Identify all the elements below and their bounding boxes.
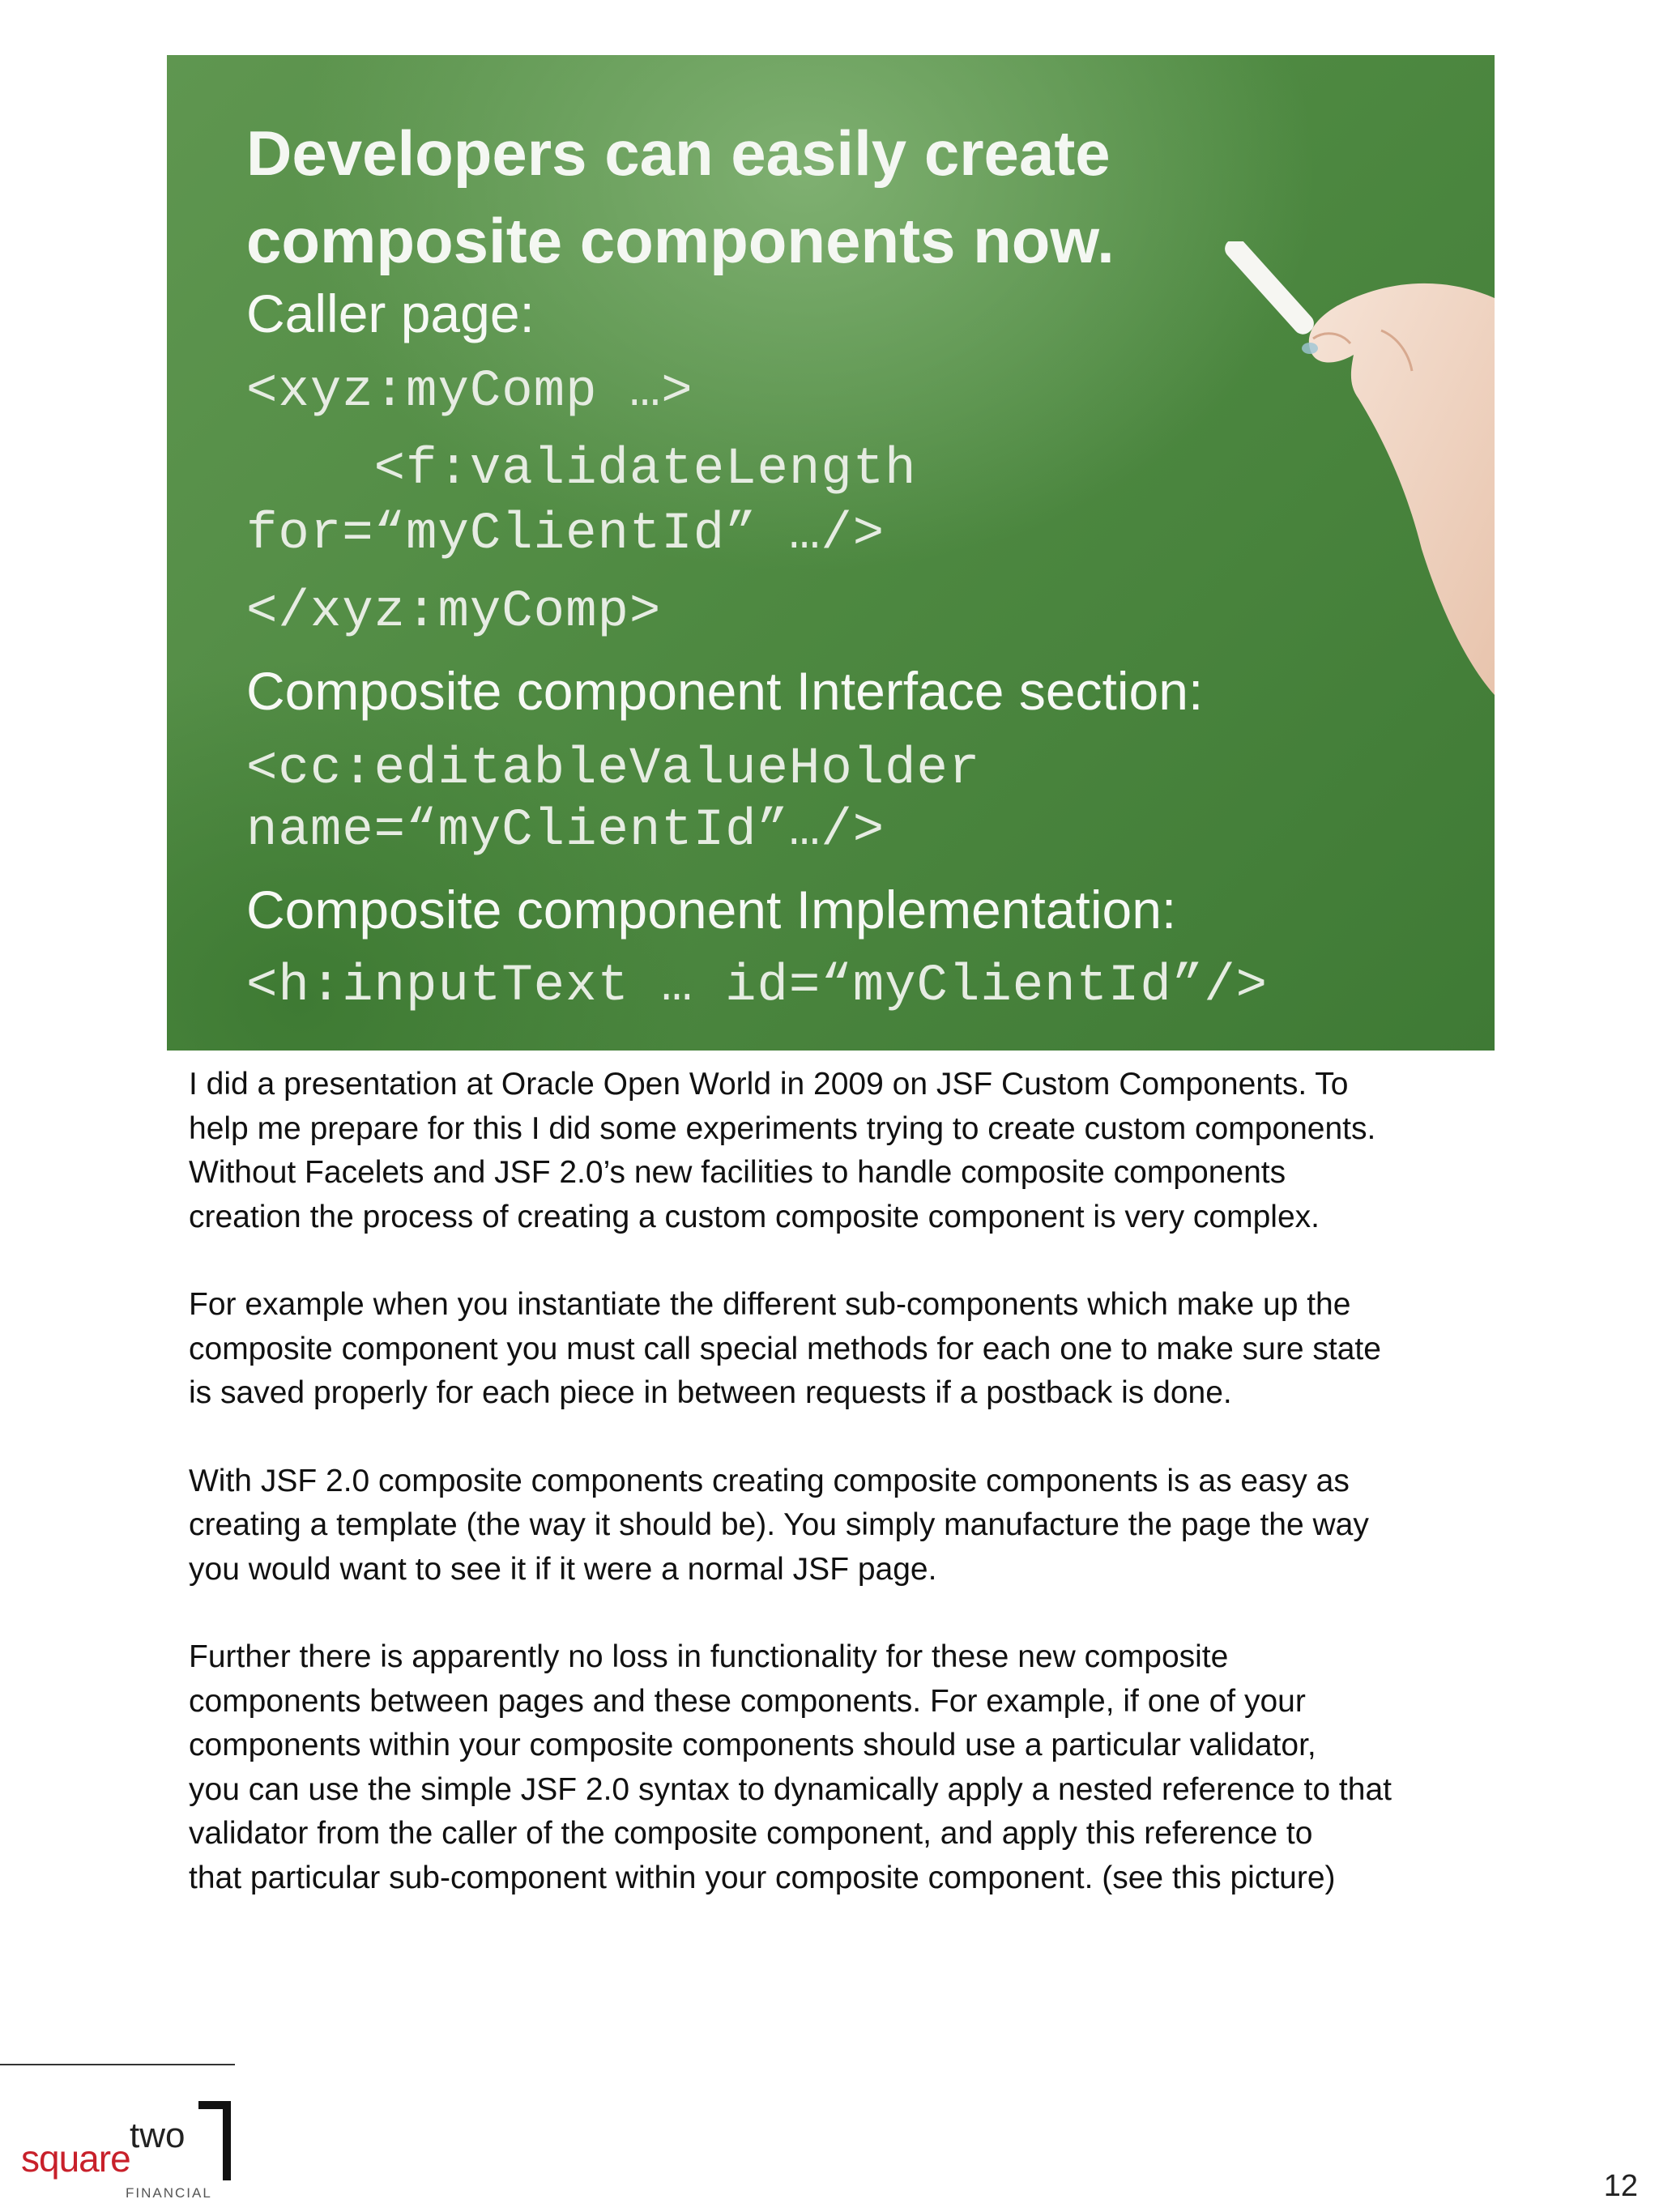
caller-page-label: Caller page: xyxy=(246,283,535,343)
interface-section-label: Composite component Interface section: xyxy=(246,661,1204,721)
caller-code-line-4: </xyz:myComp> xyxy=(246,583,662,641)
interface-code-line-2: name=“myClientId”…/> xyxy=(246,802,885,860)
notes-paragraph-2: For example when you instantiate the different sub-components which make up the composite component you must call special methods for each one to make sure state is saved properly for each piece in between requests if a postback is done. xyxy=(189,1287,1381,1410)
caller-code-line-2: <f:validateLength xyxy=(246,441,917,499)
notes-paragraph-3: With JSF 2.0 composite components creating composite components is as easy as creating a template (the way it should be). You simply manufacture the page the way you would want to see it if it were a normal JSF page. xyxy=(189,1463,1369,1587)
caller-code-line-3: for=“myClientId” …/> xyxy=(246,505,885,564)
implementation-code-line: <h:inputText … id=“myClientId”/> xyxy=(246,957,1268,1016)
logo-bracket-mark xyxy=(198,2101,231,2180)
logo-two-text: two xyxy=(130,2116,186,2155)
interface-code-line-1: <cc:editableValueHolder xyxy=(246,740,981,799)
page-number: 12 xyxy=(1603,2169,1638,2203)
caller-code-line-1: <xyz:myComp …> xyxy=(246,363,693,421)
logo-square-text: square xyxy=(21,2137,130,2180)
slide-heading-line-1: Developers can easily create xyxy=(246,117,1111,189)
squaretwo-financial-logo xyxy=(0,2064,235,2212)
logo-divider-line xyxy=(0,2064,235,2065)
chalkboard-slide-image xyxy=(167,55,1495,1051)
logo-financial-text: FINANCIAL xyxy=(126,2185,212,2201)
speaker-notes xyxy=(189,1063,1485,1944)
notes-paragraph-1: I did a presentation at Oracle Open World in 2009 on JSF Custom Components. To help me prepare for this I did some experiments trying to create custom components. Without Facelets and JSF 2.0’s new facilities to handle composite components creation the process of creating a custom composite component is very complex. xyxy=(189,1067,1376,1234)
hand-holding-chalk-illustration xyxy=(1138,241,1495,695)
notes-paragraph-4: Further there is apparently no loss in functionality for these new composite components between pages and these components. For example, if one of your components within your composite components should use a particular validator, you can use the simple JSF 2.0 syntax to dynamically apply a nested reference to that validator from the caller of the composite component, and apply this reference to that particular sub-component within your composite component. (see this picture) xyxy=(189,1639,1392,1895)
implementation-label: Composite component Implementation: xyxy=(246,880,1177,940)
fingernail xyxy=(1302,343,1318,354)
slide-heading-line-2: composite components now. xyxy=(246,205,1115,276)
chalk-stick xyxy=(1221,241,1318,339)
